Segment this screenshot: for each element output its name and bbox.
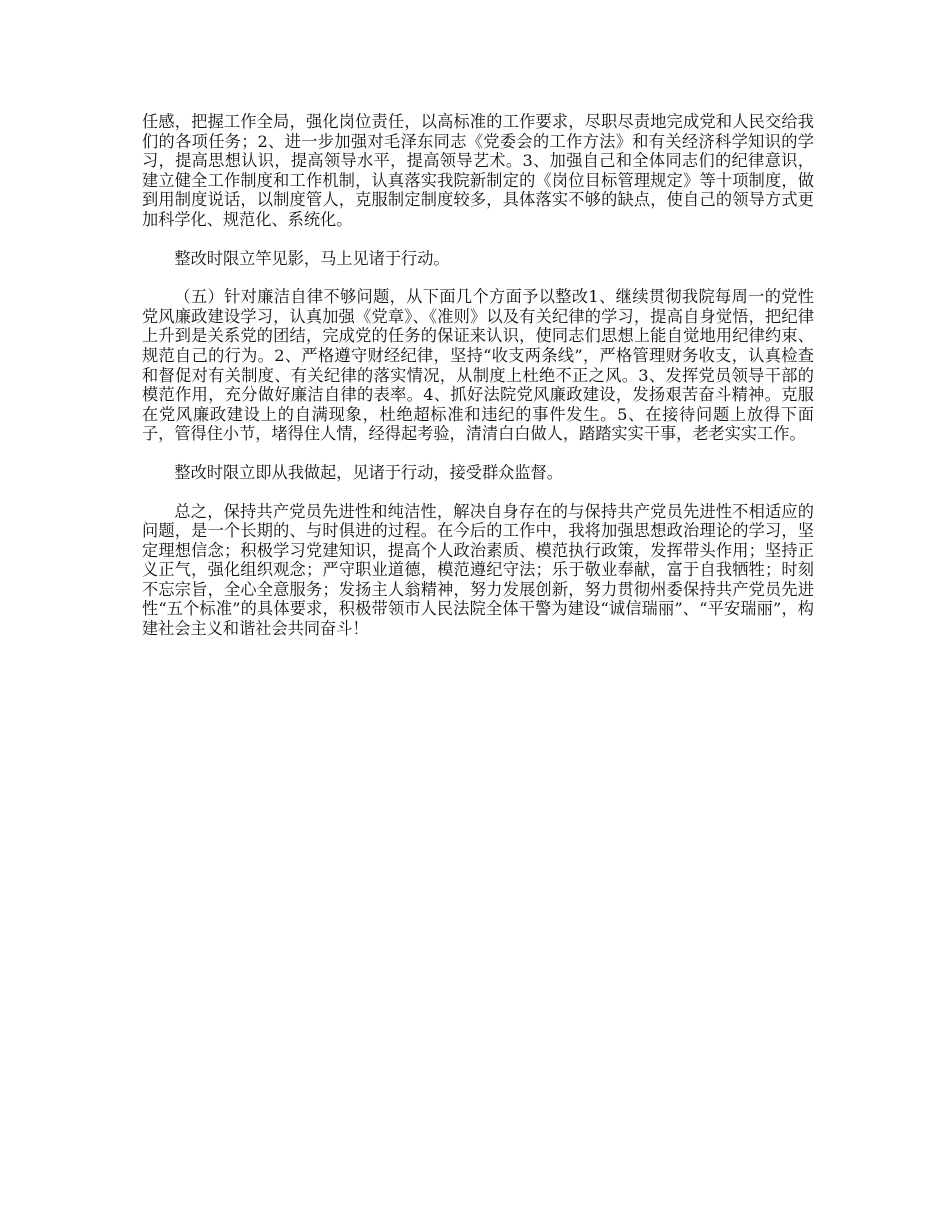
paragraph-integrity-rectification: （五）针对廉洁自律不够问题，从下面几个方面予以整改1、继续贯彻我院每周一的党性党风廉政建设学习，认真加强《党章》、《准则》以及有关纪律的学习，提高自身觉悟，把纪律上升到是关系党的团结，完成党的任务的保证来认识，使同志们思想上能自觉地用纪律约束、规范自己的行为。2、严格遵守财经纪律，坚持“收支两条线”，严格管理财务收支，认真检查和督促对有关制度、有关纪律的落实情况，从制度上杜绝不正之风。3、发挥党员领导干部的模范作用，充分做好廉洁自律的表率。4、抓好法院党风廉政建设，发扬艰苦奋斗精神。克服在党风廉政建设上的自满现象，杜绝超标准和违纪的事件发生。5、在接待问题上放得下面子，管得住小节，堵得住人情，经得起考验，清清白白做人，踏踏实实干事，老老实实工作。 <box>142 287 814 444</box>
paragraph-deadline-1: 整改时限立竿见影，马上见诸于行动。 <box>174 248 450 268</box>
paragraph-continuation: 任感，把握工作全局，强化岗位责任，以高标准的工作要求，尽职尽责地完成党和人民交给我们的各项任务；2、进一步加强对毛泽东同志《党委会的工作方法》和有关经济科学知识的学习，提高思想认识，提高领导水平，提高领导艺术。3、加强自己和全体同志们的纪律意识，建立健全工作制度和工作机制，认真落实我院新制定的《岗位目标管理规定》等十项制度，做到用制度说话，以制度管人，克服制定制度较多，具体落实不够的缺点，使自己的领导方式更加科学化、规范化、系统化。 <box>142 112 814 229</box>
paragraph-conclusion: 总之，保持共产党员先进性和纯洁性，解决自身存在的与保持共产党员先进性不相适应的问题，是一个长期的、与时俱进的过程。在今后的工作中，我将加强思想政治理论的学习，坚定理想信念；积极学习党建知识，提高个人政治素质、模范执行政策，发挥带头作用；坚持正义正气，强化组织观念；严守职业道德，模范遵纪守法；乐于敬业奉献，富于自我牺牲；时刻不忘宗旨，全心全意服务；发扬主人翁精神，努力发展创新，努力贯彻州委保持共产党员先进性“五个标准”的具体要求，积极带领市人民法院全体干警为建设“诚信瑞丽”、“平安瑞丽”，构建社会主义和谐社会共同奋斗！ <box>142 501 814 639</box>
document-body <box>142 112 814 658</box>
paragraph-deadline-2: 整改时限立即从我做起，见诸于行动，接受群众监督。 <box>174 462 563 482</box>
